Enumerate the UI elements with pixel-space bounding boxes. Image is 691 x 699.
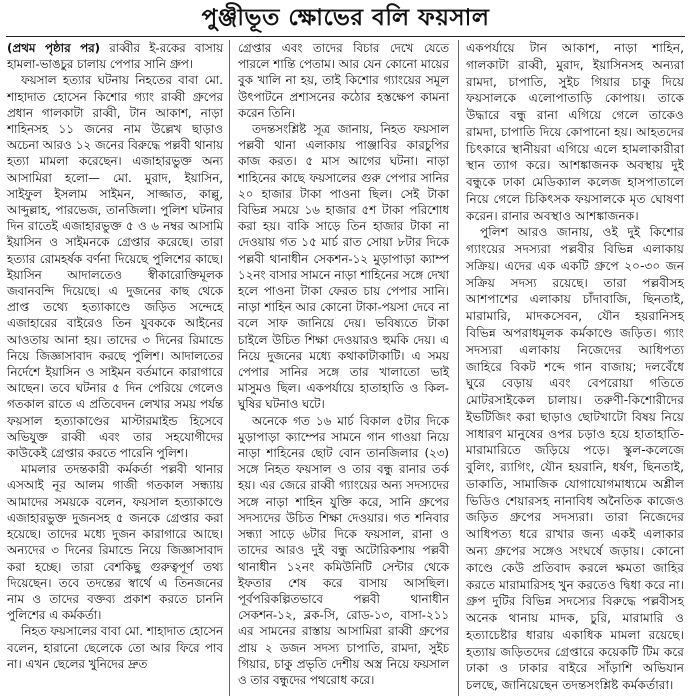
paragraph-1-text: রাব্বীর ই-রকের বাসায় হামলা-ভাঙচুর চালায় পেপার সানি গ্রুপ।	[7, 41, 223, 72]
article-column-1	[7, 40, 223, 672]
column-divider	[229, 40, 230, 696]
paragraph-2: ফয়সাল হত্যার ঘটনায় নিহতের বাবা মো. শাহাদাত হোসেন কিশোর গ্যাং রাব্বী গ্রুপের প্রধান গালকাটা রাব্বী, টান আকাশ, নাড়া শাহিনসহ ১১ জনের নাম উল্লেখ ছাড়াও অচেনা আরও ১২ জনের বিরুদ্ধে পল্লবী থানায় হত্যা মামলা করেছেন। এজাহারভুক্ত অন্য আসামিরা হলো— মো. মুরাদ, ইয়াসিন, সাইফুল ইসলাম সাইমন, সাজ্জাত, কাল্লু, আব্দুল্লাহ, পারভেজ, তানজিলা। পুলিশ ঘটনার দিন রাতেই এজাহারভুক্ত ৫ ও ৬ নম্বর আসামি ইয়াসিন ও সাইমনকে গ্রেপ্তার করেছে। তারা হত্যার রোমহর্ষক বর্ণনা দিয়েছে পুলিশের কাছে। ইয়াসিন আদালতেও স্বীকারোক্তিমূলক জবানবন্দি দিয়েছে। এ দুজনের কাছ থেকে প্রাপ্ত তথ্যে হত্যাকাণ্ডে জড়িত সন্দেহে এজাহারের বাইরেও তিন যুবককে আইনের আওতায় আনা হয়। তাদের ৩ দিনের রিমান্ডে নিয়ে জিজ্ঞাসাবাদ করছে পুলিশ। আদালতের নির্দেশে ইয়াসিন ও সাইমন বর্তমানে কারাগারে আছেন। তবে ঘটনার ৫ দিন পেরিয়ে গেলেও গতকাল রাতে এ প্রতিবেদন লেখার সময় পর্যন্ত ফয়সাল হত্যাকাণ্ডের মাস্টারমাইন্ড হিসেবে অভিযুক্ত রাব্বী এবং তার সহযোগীদের কাউকেই গ্রেপ্তার করতে পারেনি পুলিশ।	[7, 73, 223, 461]
article-column-3	[466, 40, 684, 694]
paragraph-1: একপর্যায়ে টান আকাশ, নাড়া শাহিন, গালকাটা রাব্বী, মুরাদ, ইয়াসিনসহ অন্যরা রামদা, চাপাতি, সুইচ গিয়ার চাকু দিয়ে ফয়সালকে এলোপাতাড়ি কোপায়। তাকে উদ্ধারে বন্ধু রানা এগিয়ে গেলে তাকেও রামদা, চাপাতি দিয়ে কোপানো হয়। আহতদের চিৎকারে স্থানীয়রা এগিয়ে এলে হামলাকারীরা স্থান ত্যাগ করে। আশঙ্কাজনক অবস্থায় দুই বন্ধুকে ঢাকা মেডিক্যাল কলেজ হাসপাতালে নিয়ে গেলে চিকিৎসক ফয়সালকে মৃত ঘোষণা করেন। রানার অবস্থাও আশঙ্কাজনক।	[466, 41, 684, 223]
article-column-2	[238, 40, 449, 688]
paragraph-3: মামলার তদন্তকারী কর্মকর্তা পল্লবী থানার এসআই নূর আলম গাজী গতকাল সন্ধ্যায় আমাদের সময়কে বলেন, ফয়সাল হত্যাকাণ্ডে এজাহারভুক্ত দুজনসহ ৫ জনকে গ্রেপ্তার করা হয়েছে। তাদের মধ্যে দুজন কারাগারে আছে। অন্যদের ৩ দিনের রিমান্ডে নিয়ে জিজ্ঞাসাবাদ করা হচ্ছে। তারা বেশকিছু গুরুত্বপূর্ণ তথ্য দিয়েছেন। তবে তদন্তের স্বার্থে এ তিনজনের নাম ও তাদের বক্তব্য প্রকাশ করতে চাননি পুলিশের এ কর্মকর্তা।	[7, 462, 223, 623]
paragraph-4: নিহত ফয়সালের বাবা মো. শাহাদাত হোসেন বলেন, হারানো ছেলেকে তো আর ফিরে পাব না। এখন ছেলের খুনিদের দ্রুত	[7, 624, 223, 671]
headline: পুঞ্জীভূত ক্ষোভের বলি ফয়সাল	[201, 5, 490, 31]
column-divider	[458, 40, 459, 696]
paragraph-3: অনেকে গত ১৬ মার্চ বিকাল ৫টার দিকে মুড়াপাড়া ক্যাম্পের সামনে গান গাওয়া নিয়ে নাড়া শাহিনের ছোট বোন তানজিলার (২৩) সঙ্গে নিহত ফয়সাল ও তার বন্ধু রানার তর্ক হয়। এর জেরে রাব্বী গ্যাংয়ের অন্য সদস্যদের সঙ্গে নাড়া শাহিন যুক্তি করে, সানি গ্রুপের সদস্যদের উচিত শিক্ষা দেওয়ার। গত শনিবার সন্ধ্যা সাড়ে ৬টার দিকে ফয়সাল, রানা ও তাদের আরও দুই বন্ধু অটোরিকশায় পল্লবী থানাধীন ১২নং কমিউনিটি সেন্টার থেকে ইফতার শেষ করে বাসায় আসছিল। পূর্বপরিকল্পিতভাবে পল্লবী থানাধীন সেকশন-১২, ব্লক-সি, রোড-১৩, বাসা-২১১ এর সামনের রাস্তায় আসামিরা রাব্বী গ্রুপের প্রায় ২ ডজন সদস্য চাপাতি, রামদা, সুইচ গিয়ার, চাকু প্রভৃতি দেশীয় অস্ত্র নিয়ে ফয়সাল ও তার বন্ধুদের পথরোধ করে।	[238, 413, 449, 687]
paragraph-2: পুলিশ আরও জানায়, ওই দুই কিশোর গ্যাংয়ের সদস্যরা পল্লবীর বিভিন্ন এলাকায় সক্রিয়। এদের এক একটি গ্রুপে ২০-৩০ জন সক্রিয় সদস্য রয়েছে। তারা পল্লবীসহ আশপাশের এলাকায় চাঁদাবাজি, ছিনতাই, মারামারি, মাদকসেবন, যৌন হয়রানিসহ বিভিন্ন অপরাধমূলক কর্মকাণ্ডে জড়িত। গ্যাং সদস্যরা এলাকায় নিজেদের আধিপত্য জাহিরে বিকট শব্দে গান বাজায়; দলবেঁধে ঘুরে বেড়ায় এবং বেপরোয়া গতিতে মোটরসাইকেল চালায়। তরুণী-কিশোরীদের ইভটিজিং করা ছাড়াও ছোটখাটো বিষয় নিয়ে সাধারণ মানুষের ওপর চড়াও হয়ে হাতাহাতি-মারামারিতে জড়িয়ে পড়ে। স্কুল-কলেজে বুলিং, র‌্যাগিং, যৌন হয়রানি, ধর্ষণ, ছিনতাই, ডাকাতি, সামাজিক যোগাযোগমাধ্যমে অশ্লীল ভিডিও শেয়ারসহ নানাবিধ অনৈতিক কাজেও জড়িত গ্রুপের সদস্যরা। তারা নিজেদের আধিপত্য ধরে রাখার জন্য একই এলাকার অন্য গ্রুপের সঙ্গেও সংঘর্ষে জড়ায়। কোনো কাণ্ডে কেউ প্রতিবাদ করলে ক্ষমতা জাহির করতে মারামারিসহ খুন করতেও দ্বিধা করে না। গ্রুপ দুটির বিভিন্ন সদস্যের বিরুদ্ধে পল্লবীসহ অনেক থানায় মাদক, চুরি, মারামারি ও হত্যাচেষ্টার ধারায় একাধিক মামলা রয়েছে। হত্যায় জড়িতদের গ্রেপ্তারে কয়েকটি টিম করে ঢাকা ও ঢাকার বাইরে সাঁড়াশি অভিযান চলছে, জানিয়েছেন তদন্তসংশ্লিষ্ট কর্মকর্তারা।	[466, 225, 684, 693]
paragraph-2: তদন্তসংশ্লিষ্ট সূত্র জানায়, নিহত ফয়সাল পল্লবী থানা এলাকায় পাঞ্জাবির কারচুপির কাজ করত। ৫ মাস আগের ঘটনা। নাড়া শাহিনের কাছে ফয়সালের গুরু পেপার সানির ২০ হাজার টাকা পাওনা ছিল। সেই টাকা বিভিন্ন সময়ে ১৬ হাজার ৫শ টাকা পরিশোধ করা হয়। বাকি সাড়ে তিন হাজার টাকা না দেওয়ায় গত ১৫ মার্চ রাত সোয়া ৮টার দিকে পল্লবী থানাধীন সেকশন-১২ মুড়াপাড়া ক্যাম্প ১২নং বাসার সামনে নাড়া শাহিনের সঙ্গে দেখা হলে পাওনা টাকা ফেরত চায় পেপার সানি। নাড়া শাহিন আর কোনো টাকা-পয়সা দেবে না বলে সাফ জানিয়ে দেয়। ভবিষ্যতে টাকা চাইলে উচিত শিক্ষা দেওয়ারও হুমকি দেয়। এ নিয়ে দুজনের মধ্যে কথাকাটাকাটি। এ সময় পেপার সানির সঙ্গে তার খালাতো ভাই মাসুমও ছিল। একপর্যায়ে হাতাহাতি ও কিল-ঘুষির ঘটনাও ঘটে।	[238, 122, 449, 412]
paragraph-1	[7, 40, 223, 72]
paragraph-1: গ্রেপ্তার এবং তাদের বিচার দেখে যেতে পারলে শান্তি পেতাম। আর যেন কোনো মায়ের বুক খালি না হয়, তাই কিশোর গ্যাংয়ের সমূল উৎপাটনে প্রশাসনের কঠোর হস্তক্ষেপ কামনা করেন তিনি।	[238, 41, 449, 120]
headline-rule	[6, 36, 685, 37]
continuation-marker: (প্রথম পৃষ্ঠার পর)	[7, 41, 101, 55]
